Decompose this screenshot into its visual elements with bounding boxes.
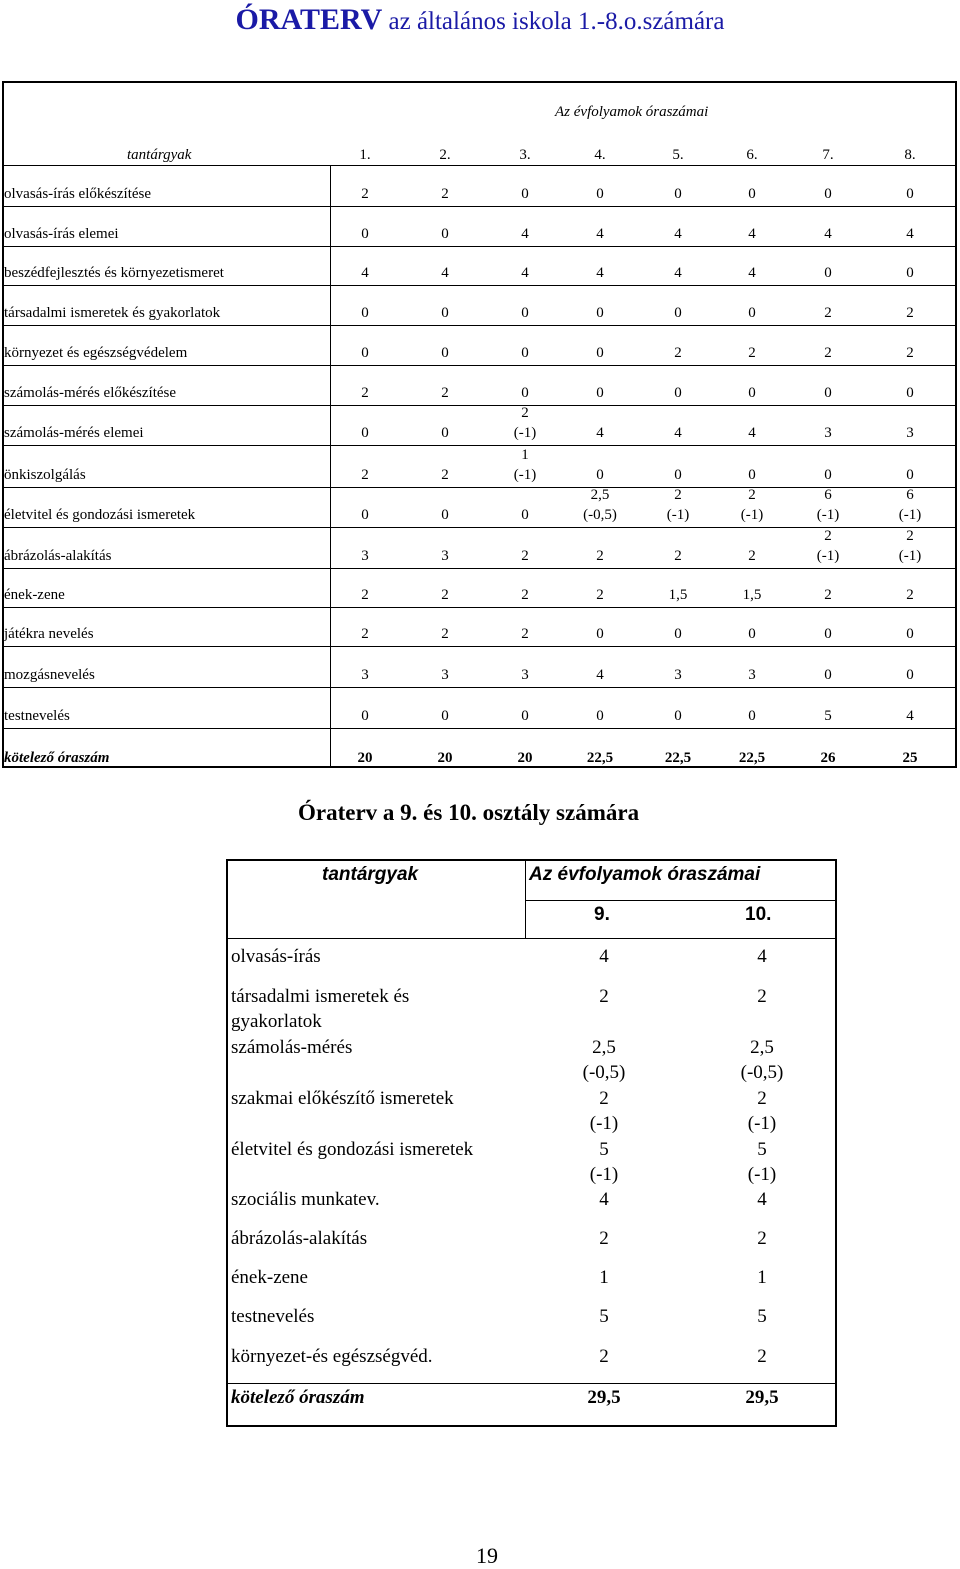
cell-value: 0 [441,708,449,724]
grade-header: 5. [672,147,684,163]
grade-header: 10. [745,904,772,925]
cell-value: 4 [757,946,767,967]
subject-label: olvasás-írás előkészítése [4,186,152,202]
cell-value: 0 [824,186,832,202]
subject-label: beszédfejlesztés és környezetismeret [4,265,224,281]
row-divider [525,900,835,901]
cell-value: 2 [824,528,832,544]
cell-value: (-0,5) [583,507,617,523]
subject-label: önkiszolgálás [4,467,86,483]
row-divider [228,938,835,939]
cell-value: 2 [599,1346,609,1367]
cell-value: 1,5 [668,587,688,603]
row-divider [228,1383,835,1384]
cell-value: 0 [824,467,832,483]
cell-value: 2 [824,587,832,603]
cell-value: 4 [674,226,682,242]
cell-value: 3 [361,667,369,683]
cell-value: 0 [674,186,682,202]
row-divider [4,365,955,366]
subject-label: olvasás-írás elemei [4,226,119,242]
cell-value: 0 [906,667,914,683]
cell-value: (-1) [740,507,764,523]
cell-value: 0 [748,305,756,321]
cell-value: 2 [906,528,914,544]
cell-value: (-1) [666,507,690,523]
cell-value: 2 [361,587,369,603]
cell-value: 2,5 [590,487,610,503]
cell-value: 4 [596,425,604,441]
cell-value: 4 [599,946,609,967]
cell-value: 6 [824,487,832,503]
cell-value: 2 [441,385,449,401]
cell-value: 2 [906,587,914,603]
grade-header: 3. [519,147,531,163]
cell-value: 0 [441,425,449,441]
cell-value: 0 [674,708,682,724]
cell-value: (-1) [589,1164,619,1185]
cell-value: 0 [521,305,529,321]
row-divider [4,728,955,729]
cell-value: 2 [521,405,529,421]
cell-value: 2 [521,587,529,603]
cell-value: 0 [441,507,449,523]
cell-value: (-1) [898,507,922,523]
row-divider [4,246,955,247]
cell-value: 0 [824,626,832,642]
cell-value: 0 [748,708,756,724]
cell-value: 0 [906,265,914,281]
cell-value: 5 [599,1139,609,1160]
cell-value: 4 [674,425,682,441]
cell-value: 0 [361,345,369,361]
cell-value: 4 [361,265,369,281]
cell-value: 4 [596,265,604,281]
cell-value: 3 [441,548,449,564]
subject-label: mozgásnevelés [4,667,95,683]
cell-value: 2 [361,467,369,483]
subject-label: ábrázolás-alakítás [4,548,112,564]
cell-value: 0 [824,667,832,683]
cell-value: 2,5 [592,1037,616,1058]
row-divider [4,445,955,446]
subject-label: ábrázolás-alakítás [231,1228,368,1249]
subject-label: gyakorlatok [231,1011,322,1032]
cell-value: 0 [748,385,756,401]
cell-value: 0 [361,425,369,441]
cell-value: 3 [361,548,369,564]
cell-value: 3 [906,425,914,441]
cell-value: 0 [596,467,604,483]
cell-value: 0 [906,626,914,642]
cell-value: 0 [596,626,604,642]
subject-label: ének-zene [231,1267,308,1288]
cell-value: 2 [361,186,369,202]
page-title [0,3,960,37]
cell-value: 4 [596,667,604,683]
grade-header: 1. [359,147,371,163]
cell-value: 5 [599,1306,609,1327]
subject-label: testnevelés [4,708,70,724]
cell-value: 1 [757,1267,767,1288]
cell-value: 0 [748,186,756,202]
cell-value: 2 [757,1228,767,1249]
cell-value: 2 [599,986,609,1007]
grades-1-8-table [2,81,957,768]
cell-value: (-1) [816,548,840,564]
cell-value: 2 [596,548,604,564]
row-divider [4,568,955,569]
row-divider [4,165,955,166]
cell-value: 0 [521,345,529,361]
subject-label: ének-zene [4,587,65,603]
cell-value: 4 [748,265,756,281]
group-header: Az évfolyamok óraszámai [529,864,761,885]
cell-value: 0 [521,385,529,401]
cell-value: 4 [748,226,756,242]
section-heading: Óraterv a 9. és 10. osztály számára [298,800,640,825]
cell-value: 0 [824,265,832,281]
cell-value: 6 [906,487,914,503]
cell-value: 4 [824,226,832,242]
cell-value: 2 [441,587,449,603]
cell-value: 5 [757,1139,767,1160]
cell-value: 2 [599,1088,609,1109]
cell-value: 2 [441,467,449,483]
cell-value: 2 [757,1346,767,1367]
row-divider [4,206,955,207]
row-divider [4,405,955,406]
cell-value: 0 [521,186,529,202]
cell-value: (-1) [898,548,922,564]
cell-value: 4 [906,226,914,242]
total-value: 22,5 [586,750,614,766]
subject-label: szakmai előkészítő ismeretek [231,1088,454,1109]
cell-value: 0 [748,467,756,483]
cell-value: 4 [674,265,682,281]
column-divider [525,861,526,938]
cell-value: (-0,5) [582,1062,626,1083]
cell-value: 0 [441,345,449,361]
cell-value: 2 [441,186,449,202]
subject-label: szociális munkatev. [231,1189,380,1210]
total-value: 20 [517,750,533,766]
subject-label: számolás-mérés előkészítése [4,385,177,401]
subject-label: testnevelés [231,1306,315,1327]
grade-header: 8. [904,147,916,163]
grade-header: 2. [439,147,451,163]
cell-value: 4 [906,708,914,724]
total-label: kötelező óraszám [231,1387,365,1408]
total-value: 29,5 [745,1387,779,1408]
row-divider [4,687,955,688]
cell-value: 0 [596,345,604,361]
cell-value: 2 [748,487,756,503]
cell-value: 2 [596,587,604,603]
cell-value: (-1) [747,1164,777,1185]
page-number: 19 [476,1543,498,1568]
cell-value: 1 [521,447,529,463]
grade-header: 9. [594,904,610,925]
cell-value: 2 [599,1228,609,1249]
subject-label: játékra nevelés [4,626,94,642]
cell-value: 2 [521,626,529,642]
cell-value: (-1) [747,1113,777,1134]
cell-value: 0 [674,467,682,483]
cell-value: 3 [521,667,529,683]
grade-header: 4. [594,147,606,163]
total-value: 29,5 [587,1387,621,1408]
cell-value: 3 [824,425,832,441]
cell-value: 2 [757,986,767,1007]
cell-value: 0 [906,186,914,202]
row-divider [4,607,955,608]
subject-label: környezet-és egészségvéd. [231,1346,433,1367]
grade-header: 6. [746,147,758,163]
group-header: Az évfolyamok óraszámai [555,104,709,120]
cell-value: 0 [361,507,369,523]
row-divider [4,285,955,286]
subject-label: számolás-mérés elemei [4,425,144,441]
cell-value: 1 [599,1267,609,1288]
page-title-main: ÓRATERV [235,3,383,36]
subject-label: társadalmi ismeretek és [231,986,410,1007]
cell-value: 1,5 [742,587,762,603]
cell-value: 2 [757,1088,767,1109]
cell-value: 2 [521,548,529,564]
cell-value: 0 [906,467,914,483]
cell-value: 4 [441,265,449,281]
total-value: 25 [902,750,918,766]
cell-value: (-1) [513,467,537,483]
cell-value: 2 [674,487,682,503]
cell-value: (-1) [589,1113,619,1134]
cell-value: 0 [674,305,682,321]
cell-value: 2 [748,548,756,564]
subject-label: olvasás-írás [231,946,321,967]
subject-label: számolás-mérés [231,1037,353,1058]
cell-value: 0 [361,305,369,321]
cell-value: 2 [748,345,756,361]
subject-header: tantárgyak [322,864,419,885]
page-title-rest: az általános iskola 1.-8.o.számára [382,8,725,35]
total-value: 20 [357,750,373,766]
cell-value: 2 [824,305,832,321]
cell-value: 5 [824,708,832,724]
cell-value: 2,5 [750,1037,774,1058]
subject-label: életvitel és gondozási ismeretek [231,1139,474,1160]
cell-value: 0 [361,226,369,242]
cell-value: 2 [824,345,832,361]
cell-value: 0 [521,708,529,724]
row-divider [4,325,955,326]
cell-value: 2 [674,548,682,564]
cell-value: 0 [441,305,449,321]
cell-value: 0 [748,626,756,642]
cell-value: 0 [674,385,682,401]
cell-value: 4 [599,1189,609,1210]
cell-value: 2 [906,345,914,361]
subject-header: tantárgyak [127,147,192,163]
cell-value: 3 [674,667,682,683]
total-value: 22,5 [738,750,766,766]
cell-value: 2 [361,385,369,401]
cell-value: 4 [748,425,756,441]
cell-value: 0 [824,385,832,401]
cell-value: 2 [441,626,449,642]
cell-value: 4 [757,1189,767,1210]
total-label: kötelező óraszám [4,750,110,766]
cell-value: 2 [361,626,369,642]
cell-value: 0 [361,708,369,724]
cell-value: (-0,5) [740,1062,784,1083]
grade-header: 7. [822,147,834,163]
cell-value: 0 [906,385,914,401]
subject-label: életvitel és gondozási ismeretek [4,507,196,523]
cell-value: 0 [596,708,604,724]
subject-label: társadalmi ismeretek és gyakorlatok [4,305,221,321]
cell-value: 0 [596,305,604,321]
total-value: 26 [820,750,836,766]
cell-value: 3 [441,667,449,683]
cell-value: 4 [521,226,529,242]
subject-label: környezet és egészségvédelem [4,345,188,361]
row-divider [4,646,955,647]
cell-value: 2 [674,345,682,361]
cell-value: (-1) [513,425,537,441]
cell-value: (-1) [816,507,840,523]
total-value: 22,5 [664,750,692,766]
cell-value: 0 [596,186,604,202]
cell-value: 0 [521,507,529,523]
cell-value: 3 [748,667,756,683]
cell-value: 0 [674,626,682,642]
grades-9-10-table [226,859,837,1427]
cell-value: 5 [757,1306,767,1327]
cell-value: 2 [906,305,914,321]
cell-value: 4 [521,265,529,281]
total-value: 20 [437,750,453,766]
cell-value: 0 [441,226,449,242]
cell-value: 4 [596,226,604,242]
cell-value: 0 [596,385,604,401]
